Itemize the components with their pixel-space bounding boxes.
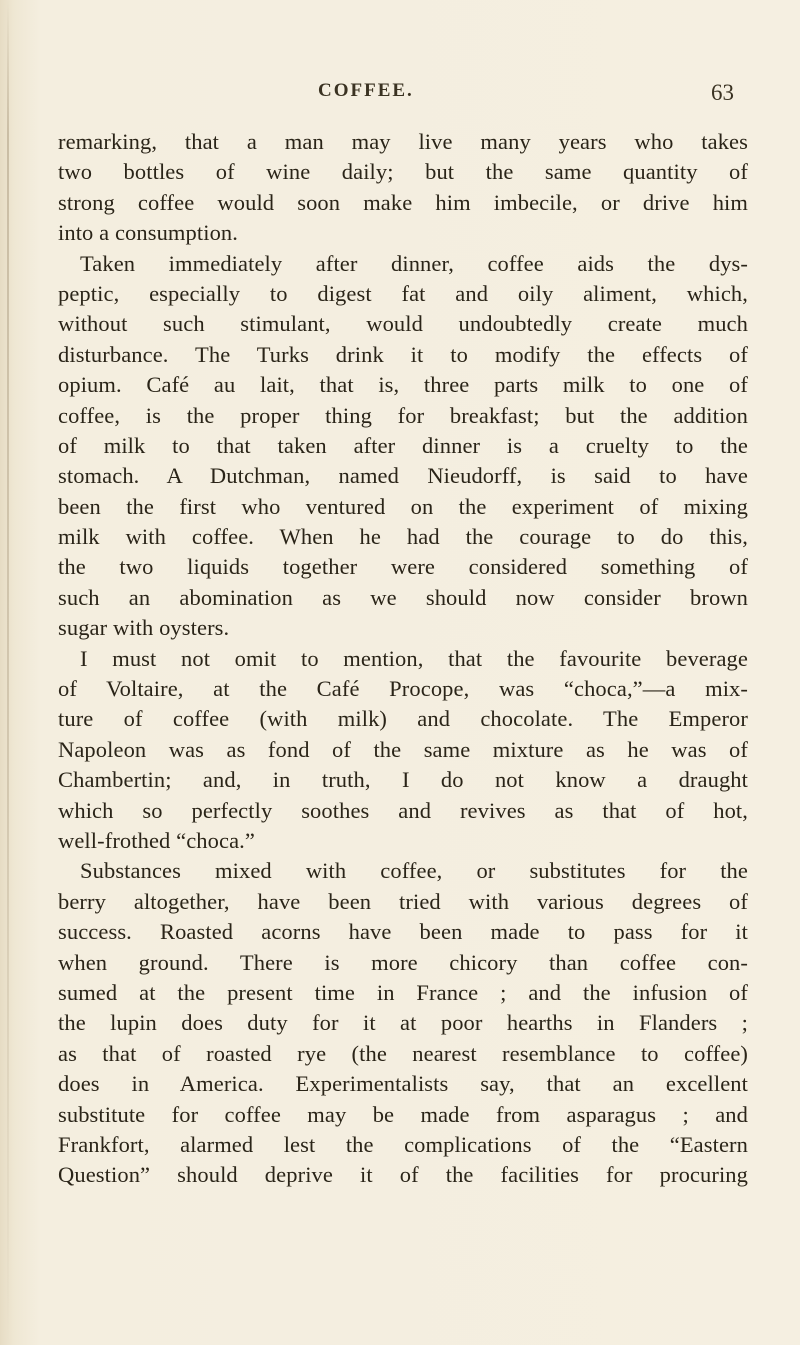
binding-shadow — [7, 0, 9, 1345]
text-line: which so perfectly soothes and revives as that of hot, — [58, 797, 748, 823]
text-line: peptic, especially to digest fat and oily aliment, which, — [58, 280, 748, 306]
text-line: success. Roasted acorns have been made to pass for it — [58, 919, 748, 945]
text-line: Chambertin; and, in truth, I do not know a draught — [58, 767, 748, 793]
body-text — [58, 127, 748, 1191]
text-line: stomach. A Dutchman, named Nieudorff, is said to have — [58, 463, 748, 489]
text-line: I must not omit to mention, that the favourite beverage — [80, 645, 748, 671]
text-line: of milk to that taken after dinner is a cruelty to the — [58, 432, 748, 458]
text-line: sumed at the present time in France ; and the infusion of — [58, 979, 748, 1005]
page-header — [0, 80, 800, 110]
text-line: when ground. There is more chicory than coffee con- — [58, 949, 748, 975]
text-line: coffee, is the proper thing for breakfast; but the addition — [58, 402, 748, 428]
text-line: strong coffee would soon make him imbecile, or drive him — [58, 189, 748, 215]
text-line: disturbance. The Turks drink it to modify the effects of — [58, 341, 748, 367]
text-line: Napoleon was as fond of the same mixture as he was of — [58, 736, 748, 762]
text-line: ture of coffee (with milk) and chocolate. The Emperor — [58, 706, 748, 732]
text-line: milk with coffee. When he had the courage to do this, — [58, 524, 748, 550]
text-line: the two liquids together were considered something of — [58, 554, 748, 580]
text-line: Frankfort, alarmed lest the complications of the “Eastern — [58, 1131, 748, 1157]
text-line: as that of roasted rye (the nearest resemblance to coffee) — [58, 1040, 748, 1066]
text-line: substitute for coffee may be made from asparagus ; and — [58, 1101, 748, 1127]
text-line: well-frothed “choca.” — [58, 827, 255, 853]
text-line: does in America. Experimentalists say, that an excellent — [58, 1071, 748, 1097]
text-line: two bottles of wine daily; but the same quantity of — [58, 159, 748, 185]
running-head: COFFEE. — [318, 80, 414, 101]
text-line: opium. Café au lait, that is, three parts milk to one of — [58, 372, 748, 398]
text-line: Question” should deprive it of the facilities for procuring — [58, 1162, 748, 1188]
text-line: Substances mixed with coffee, or substitutes for the — [80, 858, 748, 884]
text-line: into a consumption. — [58, 220, 239, 246]
text-line: the lupin does duty for it at poor hearths in Flanders ; — [58, 1010, 748, 1036]
text-line: Taken immediately after dinner, coffee aids the dys- — [80, 250, 748, 276]
text-line: such an abomination as we should now consider brown — [58, 584, 748, 610]
text-line: berry altogether, have been tried with various degrees of — [58, 888, 748, 914]
text-line: of Voltaire, at the Café Procope, was “choca,”—a mix- — [58, 676, 748, 702]
text-line: without such stimulant, would undoubtedly create much — [58, 311, 748, 337]
page-number: 63 — [711, 80, 734, 105]
text-line: remarking, that a man may live many years who takes — [58, 129, 748, 154]
text-line: been the first who ventured on the experiment of mixing — [58, 493, 748, 519]
text-line: sugar with oysters. — [58, 615, 230, 641]
